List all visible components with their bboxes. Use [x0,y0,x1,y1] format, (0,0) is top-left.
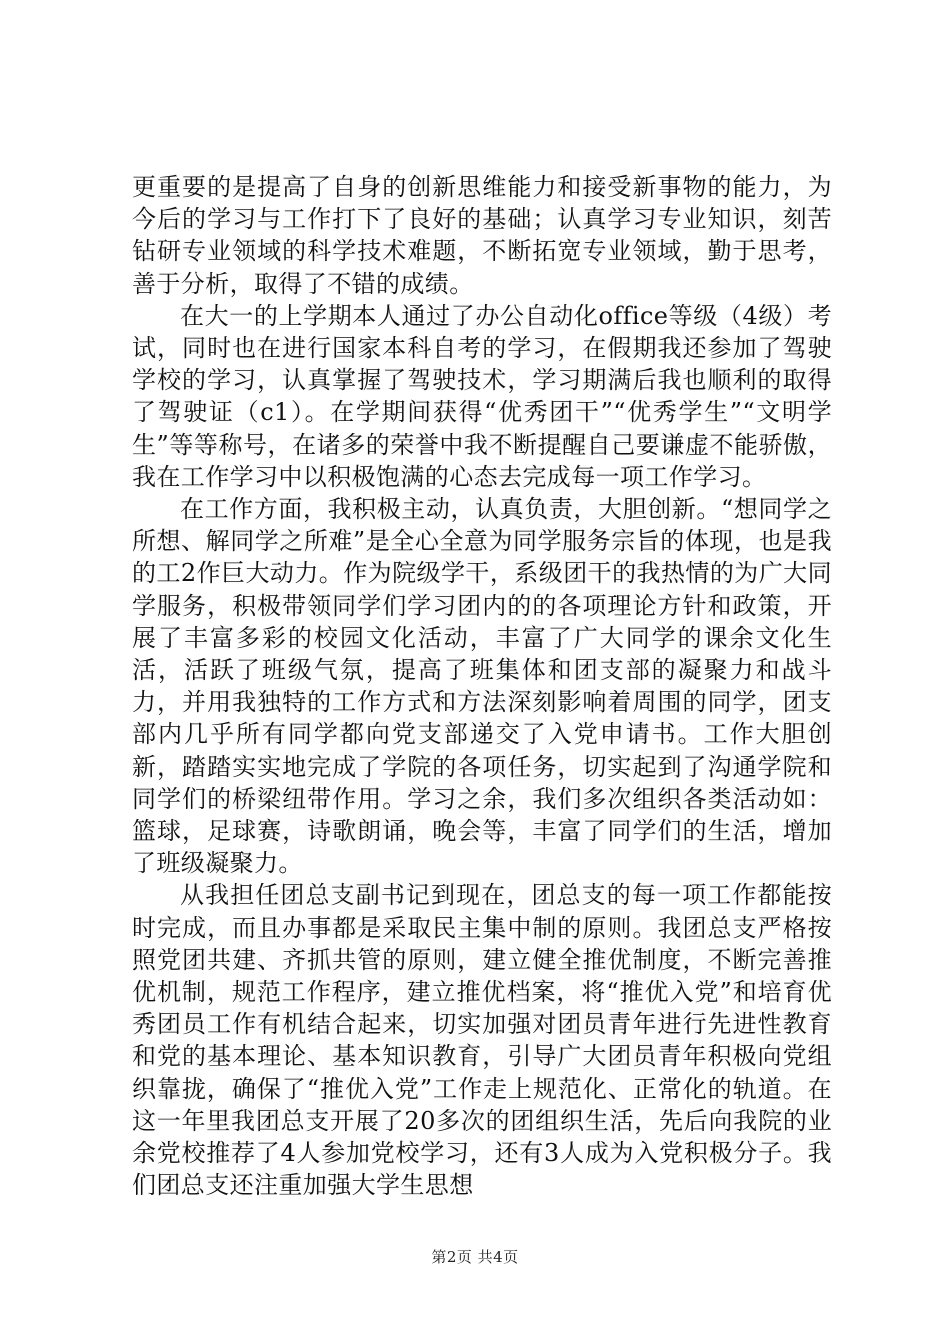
paragraph-3: 在工作方面，我积极主动，认真负责，大胆创新。“想同学之所想、解同学之所难”是全心全意为同学服务宗旨的体现，也是我的工2作巨大动力。作为院级学干，系级团干的我热情的为广大同学服务，积极带领同学们学习团内的的各项理论方针和政策，开展了丰富多彩的校园文化活动，丰富了广大同学的课余文化生活，活跃了班级气氛，提高了班集体和团支部的凝聚力和战斗力，并用我独特的工作方式和方法深刻影响着周围的同学，团支部内几乎所有同学都向党支部递交了入党申请书。工作大胆创新，踏踏实实地完成了学院的各项任务，切实起到了沟通学院和同学们的桥梁纽带作用。学习之余，我们多次组织各类活动如：篮球，足球赛，诗歌朗诵，晚会等，丰富了同学们的生活，增加了班级凝聚力。 [132,495,832,878]
paragraph-2: 在大一的上学期本人通过了办公自动化office等级（4级）考试，同时也在进行国家本科自考的学习，在假期我还参加了驾驶学校的学习，认真掌握了驾驶技术，学习期满后我也顺利的取得了驾驶证（c1）。在学期间获得“优秀团干”“优秀学生”“文明学生”等等称号，在诸多的荣誉中我不断提醒自己要谦虚不能骄傲，我在工作学习中以积极饱满的心态去完成每一项工作学习。 [132,301,832,491]
document-body [132,171,832,1202]
paragraph-1: 更重要的是提高了自身的创新思维能力和接受新事物的能力，为今后的学习与工作打下了良好的基础；认真学习专业知识，刻苦钻研专业领域的科学技术难题，不断拓宽专业领域，勤于思考，善于分析，取得了不错的成绩。 [132,173,832,298]
page-footer: 第2页 共4页 [431,1248,519,1266]
paragraph-4: 从我担任团总支副书记到现在，团总支的每一项工作都能按时完成，而且办事都是采取民主集中制的原则。我团总支严格按照党团共建、齐抓共管的原则，建立健全推优制度，不断完善推优机制，规范工作程序，建立推优档案，将“推优入党”和培育优秀团员工作有机结合起来，切实加强对团员青年进行先进性教育和党的基本理论、基本知识教育，引导广大团员青年积极向党组织靠拢，确保了“推优入党”工作走上规范化、正常化的轨道。在这一年里我团总支开展了20多次的团组织生活，先后向我院的业余党校推荐了4人参加党校学习，还有3人成为入党积极分子。我们团总支还注重加强大学生思想 [132,881,832,1200]
